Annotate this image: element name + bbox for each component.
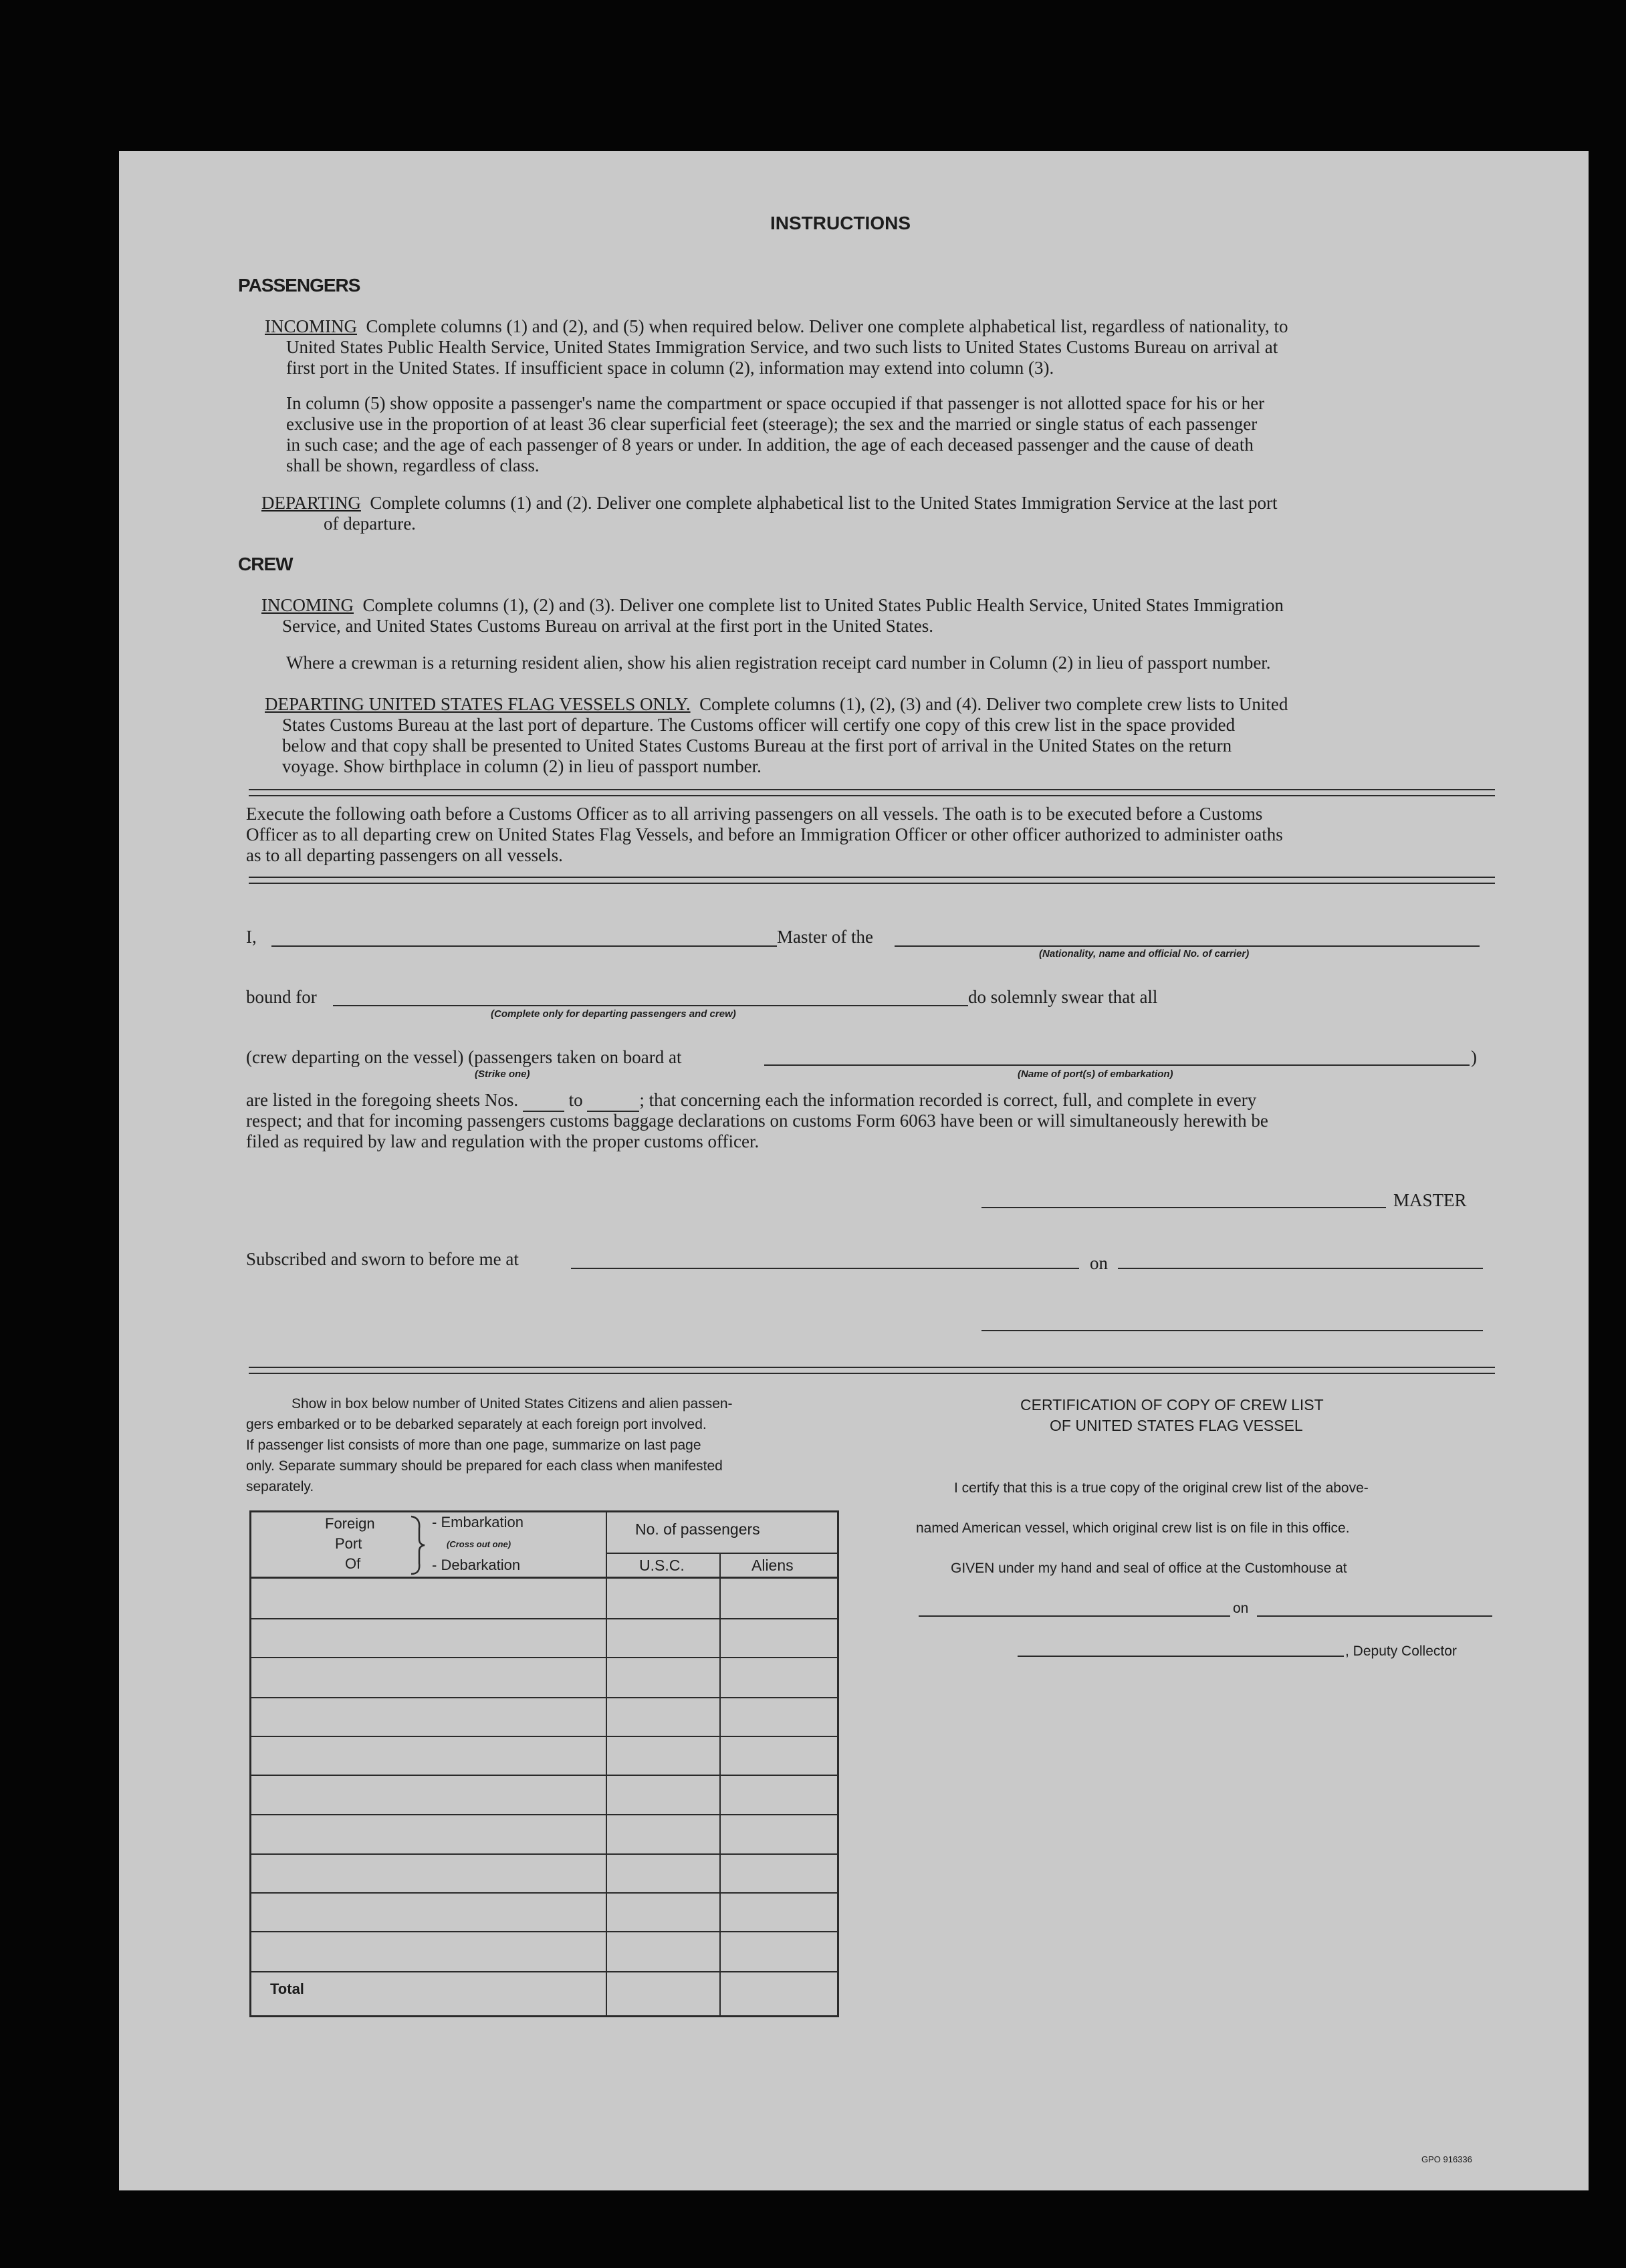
summary-line5: separately. bbox=[246, 1479, 314, 1494]
oath-intro-line3: as to all departing passengers on all vessels. bbox=[246, 845, 563, 865]
bound-for-field[interactable] bbox=[333, 1005, 968, 1006]
certification-line2: named American vessel, which original crew list is on file in this office. bbox=[916, 1520, 1350, 1536]
incoming-label: INCOMING bbox=[265, 316, 357, 336]
crew-incoming-line2: Service, and United States Customs Bureau on arrival at the first port in the United States. bbox=[282, 616, 934, 636]
master-name-field[interactable] bbox=[271, 945, 777, 947]
nationality-note: (Nationality, name and official No. of carrier) bbox=[1039, 948, 1250, 959]
crew-incoming-label: INCOMING bbox=[261, 595, 354, 615]
sworn-on-label: on bbox=[1090, 1253, 1108, 1273]
page-title: INSTRUCTIONS bbox=[770, 213, 911, 233]
sheet-to-field[interactable] bbox=[587, 1090, 639, 1112]
swear-label: do solemnly swear that all bbox=[968, 987, 1158, 1007]
usc-header: U.S.C. bbox=[639, 1557, 685, 1574]
crew-incoming-line1: INCOMING Complete columns (1), (2) and (3). Deliver one complete list to United States Public Health Service, United States Immigration bbox=[261, 595, 1284, 615]
port-label: Port bbox=[335, 1535, 362, 1552]
no-passengers-header: No. of passengers bbox=[635, 1520, 760, 1538]
col5-line4: shall be shown, regardless of class. bbox=[286, 455, 540, 475]
crew-resident-line: Where a crewman is a returning resident alien, show his alien registration receipt card number in Column (2) in lieu of passport number. bbox=[286, 653, 1271, 673]
carrier-field[interactable] bbox=[895, 945, 1480, 947]
master-label: MASTER bbox=[1393, 1190, 1467, 1210]
listed-line: are listed in the foregoing sheets Nos. to ; that concerning each the information recorded is correct, full, and complete in every bbox=[246, 1090, 1256, 1112]
master-of-the-label: Master of the bbox=[777, 927, 873, 947]
crew-flag-line3: below and that copy shall be presented to United States Customs Bureau at the first port of arrival in the United States on the return bbox=[282, 735, 1232, 756]
summary-line4: only. Separate summary should be prepared for each class when manifested bbox=[246, 1458, 723, 1474]
summary-line2: gers embarked or to be debarked separately at each foreign port involved. bbox=[246, 1417, 707, 1432]
ports-note: (Name of port(s) of embarkation) bbox=[1018, 1068, 1173, 1080]
crew-flag-line1: DEPARTING UNITED STATES FLAG VESSELS ONLY. Complete columns (1), (2), (3) and (4). Deliver two complete crew lists to United bbox=[265, 694, 1288, 714]
embarkation-ports-field[interactable] bbox=[764, 1064, 1470, 1066]
respect-line: respect; and that for incoming passengers customs baggage declarations on customs Form 6063 have been or will simultaneously herewith be bbox=[246, 1111, 1268, 1131]
form-sheet bbox=[119, 151, 1589, 2190]
filed-line: filed as required by law and regulation with the proper customs officer. bbox=[246, 1131, 760, 1151]
crew-departing-label: (crew departing on the vessel) (passengers taken on board at bbox=[246, 1047, 682, 1067]
master-signature-field[interactable] bbox=[981, 1207, 1386, 1208]
embarkation-option[interactable]: - Embarkation bbox=[432, 1514, 524, 1530]
oath-intro-line1: Execute the following oath before a Customs Officer as to all arriving passengers on all vessels. The oath is to be executed before a Customs bbox=[246, 804, 1263, 824]
customhouse-field[interactable] bbox=[919, 1615, 1230, 1617]
subscribed-label: Subscribed and sworn to before me at bbox=[246, 1249, 519, 1269]
sheet-from-field[interactable] bbox=[523, 1090, 564, 1112]
i-label: I, bbox=[246, 927, 257, 947]
total-label: Total bbox=[270, 1980, 304, 1997]
col5-line1: In column (5) show opposite a passenger's name the compartment or space occupied if that passenger is not allotted space for his or her bbox=[286, 393, 1265, 413]
col5-line2: exclusive use in the proportion of at least 36 clear superficial feet (steerage); the sex and the married or single status of each passenger bbox=[286, 414, 1258, 434]
officer-signature-field[interactable] bbox=[981, 1330, 1483, 1331]
complete-note: (Complete only for departing passengers and crew) bbox=[491, 1008, 736, 1020]
sworn-place-field[interactable] bbox=[571, 1268, 1079, 1269]
debarkation-option[interactable]: - Debarkation bbox=[432, 1557, 521, 1573]
summary-line3: If passenger list consists of more than one page, summarize on last page bbox=[246, 1438, 701, 1453]
summary-line1: Show in box below number of United States Citizens and alien passen- bbox=[292, 1396, 733, 1411]
passengers-departing-line1: DEPARTING Complete columns (1) and (2). Deliver one complete alphabetical list to the United States Immigration Service at the last port bbox=[261, 493, 1278, 513]
passengers-incoming-line1: INCOMING Complete columns (1) and (2), and (5) when required below. Deliver one complete alphabetical list, regardless of nationality, to bbox=[265, 316, 1288, 336]
close-paren: ) bbox=[1471, 1047, 1477, 1067]
cross-out-note: (Cross out one) bbox=[447, 1539, 511, 1549]
deputy-signature-field[interactable] bbox=[1018, 1656, 1344, 1657]
of-label: Of bbox=[345, 1555, 361, 1572]
certification-line1: I certify that this is a true copy of the original crew list of the above- bbox=[954, 1480, 1369, 1496]
deputy-collector-label: , Deputy Collector bbox=[1345, 1643, 1457, 1659]
certification-date-field[interactable] bbox=[1257, 1615, 1492, 1617]
divider bbox=[249, 1367, 1495, 1374]
gpo-code: GPO 916336 bbox=[1421, 2154, 1472, 2164]
divider bbox=[249, 789, 1495, 796]
passenger-summary-table bbox=[249, 1510, 839, 2017]
passengers-incoming-line3: first port in the United States. If insufficient space in column (2), information may extend into column (3). bbox=[286, 358, 1054, 378]
certification-line3: GIVEN under my hand and seal of office at the Customhouse at bbox=[951, 1561, 1347, 1576]
departing-label: DEPARTING bbox=[261, 493, 361, 513]
bound-for-label: bound for bbox=[246, 987, 317, 1007]
strike-note: (Strike one) bbox=[475, 1068, 530, 1080]
crew-flag-line4: voyage. Show birthplace in column (2) in lieu of passport number. bbox=[282, 756, 762, 776]
certification-title1: CERTIFICATION OF COPY OF CREW LIST bbox=[1020, 1396, 1324, 1413]
crew-heading: CREW bbox=[238, 554, 293, 574]
divider bbox=[249, 877, 1495, 884]
certification-on-label: on bbox=[1233, 1601, 1249, 1616]
passengers-departing-line2: of departure. bbox=[324, 514, 416, 534]
passengers-heading: PASSENGERS bbox=[238, 275, 360, 296]
crew-flag-line2: States Customs Bureau at the last port of departure. The Customs officer will certify one copy of this crew list in the space provided bbox=[282, 715, 1236, 735]
sworn-date-field[interactable] bbox=[1118, 1268, 1483, 1269]
brace-icon bbox=[409, 1515, 427, 1575]
oath-intro-line2: Officer as to all departing crew on United States Flag Vessels, and before an Immigration Officer or other officer authorized to administer oaths bbox=[246, 824, 1283, 844]
passengers-incoming-line2: United States Public Health Service, United States Immigration Service, and two such lists to United States Customs Bureau on arrival at bbox=[286, 337, 1278, 357]
certification-title2: OF UNITED STATES FLAG VESSEL bbox=[1050, 1417, 1303, 1434]
col5-line3: in such case; and the age of each passenger of 8 years or under. In addition, the age of each deceased passenger and the cause of death bbox=[286, 435, 1254, 455]
aliens-header: Aliens bbox=[751, 1557, 794, 1574]
flag-vessels-label: DEPARTING UNITED STATES FLAG VESSELS ONLY. bbox=[265, 694, 691, 714]
foreign-label: Foreign bbox=[325, 1515, 375, 1532]
